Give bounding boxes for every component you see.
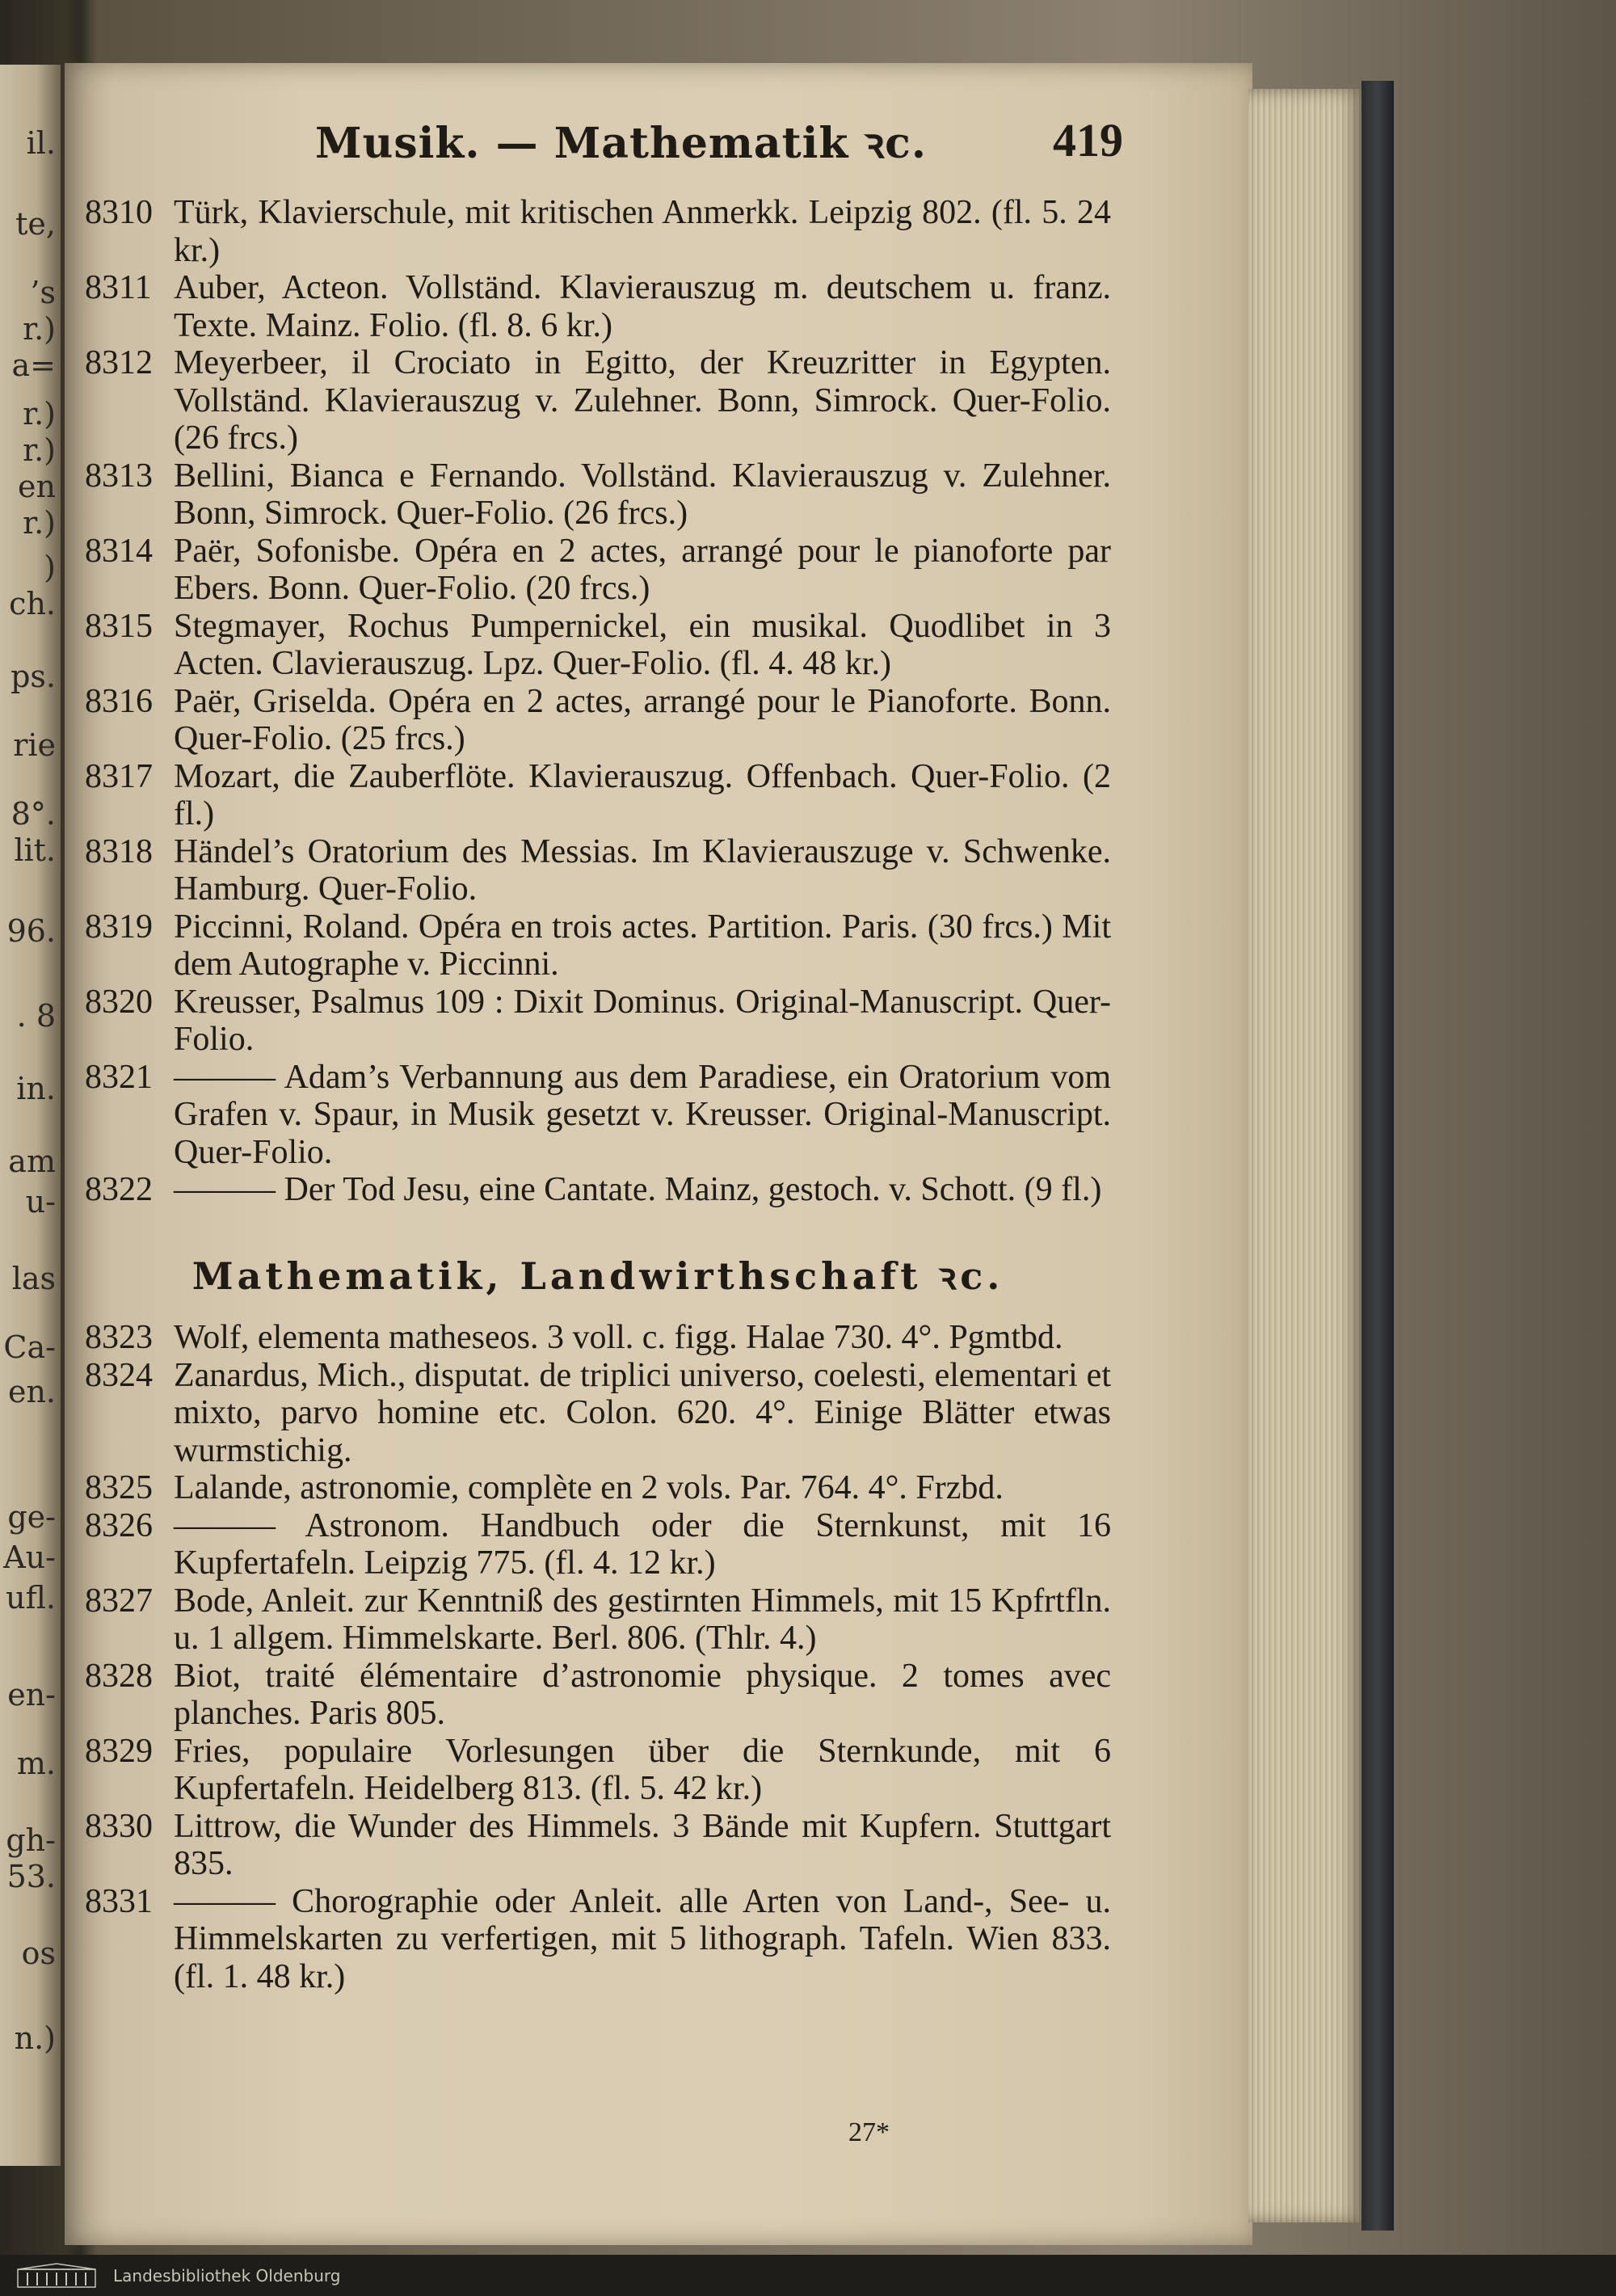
entry-number: 8319	[85, 908, 153, 946]
entry-number: 8327	[85, 1582, 153, 1620]
catalog-entry	[85, 683, 1111, 758]
catalog-entry	[85, 1883, 1111, 1996]
facing-page-fragment: n.)	[14, 2020, 56, 2056]
entry-number: 8328	[85, 1657, 153, 1695]
catalog-entry	[85, 1319, 1111, 1357]
entry-number: 8316	[85, 682, 153, 720]
facing-page-fragment: en.	[7, 1374, 56, 1409]
catalog-entry	[85, 1469, 1111, 1507]
facing-page-fragment: r.)	[23, 432, 56, 468]
entry-text: Stegmayer, Rochus Pumpernickel, ein musikal. Quodlibet in 3 Acten. Clavierauszug. Lpz. Quer-Folio. (fl. 4. 48 kr.)	[174, 607, 1111, 682]
facing-page-fragment: u-	[25, 1184, 56, 1220]
catalog-entry	[85, 194, 1111, 269]
catalog-entry	[85, 758, 1111, 833]
entry-text: Fries, populaire Vorlesungen über die Sternkunde, mit 6 Kupfertafeln. Heidelberg 813. (fl. 5. 42 kr.)	[174, 1732, 1111, 1807]
facing-page-fragment: a=	[11, 348, 56, 383]
facing-page-fragment: in.	[16, 1071, 56, 1106]
running-title: Musik. — Mathematik ꝛc.	[315, 119, 927, 168]
entry-number: 8326	[85, 1506, 153, 1544]
entry-number: 8318	[85, 832, 153, 870]
entry-number: 8323	[85, 1319, 153, 1356]
catalog-entry	[85, 833, 1111, 908]
facing-page-fragment: 53.	[6, 1859, 56, 1894]
catalog-entry	[85, 1171, 1111, 1209]
entry-number: 8325	[85, 1469, 153, 1506]
entry-number: 8312	[85, 344, 153, 381]
entry-text: Türk, Klavierschule, mit kritischen Anmerkk. Leipzig 802. (fl. 5. 24 kr.)	[174, 194, 1111, 269]
catalog-entry	[85, 908, 1111, 984]
facing-page-fragment: ufl.	[6, 1580, 56, 1616]
entry-number: 8320	[85, 983, 153, 1021]
entry-number: 8331	[85, 1882, 153, 1920]
entry-text: Bode, Anleit. zur Kenntniß des gestirnten Himmels, mit 15 Kpfrtfln. u. 1 allgem. Himmelskarte. Berl. 806. (Thlr. 4.)	[174, 1582, 1111, 1657]
entry-text: Mozart, die Zauberflöte. Klavierauszug. Offenbach. Quer-Folio. (2 fl.)	[174, 757, 1111, 832]
entry-text: Meyerbeer, il Crociato in Egitto, der Kreuzritter in Egypten. Vollständ. Klavierauszug v. Zulehner. Bonn, Simrock. Quer-Folio. (26 frcs.)	[174, 344, 1111, 457]
catalog-entry	[85, 1059, 1111, 1172]
entry-text: Paër, Griselda. Opéra en 2 actes, arrangé pour le Pianoforte. Bonn. Quer-Folio. (25 frcs.)	[174, 682, 1111, 757]
entry-number: 8315	[85, 607, 153, 645]
entry-text: ——— Adam’s Verbannung aus dem Paradiese, ein Oratorium vom Grafen v. Spaur, in Musik gesetzt v. Kreusser. Original-Manuscript. Quer-Folio.	[174, 1058, 1111, 1171]
catalog-entry	[85, 1357, 1111, 1470]
entry-number: 8317	[85, 757, 153, 795]
facing-page-fragment: en	[18, 469, 56, 504]
facing-page-fragment: 96.	[6, 913, 56, 949]
page-block-edges	[1248, 89, 1361, 2222]
catalog-entry	[85, 1733, 1111, 1808]
facing-page-fragment: gh-	[6, 1822, 56, 1858]
entry-text: Händel’s Oratorium des Messias. Im Klavierauszuge v. Schwenke. Hamburg. Quer-Folio.	[174, 832, 1111, 908]
entry-text: Lalande, astronomie, complète en 2 vols. Par. 764. 4°. Frzbd.	[174, 1469, 1004, 1506]
music-section	[85, 194, 1111, 1209]
entry-number: 8330	[85, 1807, 153, 1845]
facing-page-fragment: Au-	[3, 1540, 56, 1575]
catalog-entry	[85, 1658, 1111, 1733]
entry-text: Zanardus, Mich., disputat. de triplici universo, coelesti, elementari et mixto, parvo homine etc. Colon. 620. 4°. Einige Blätter etwas wurmstichig.	[174, 1356, 1111, 1469]
facing-page-fragment: 8°.	[11, 796, 56, 832]
facing-page-fragment: rie	[13, 727, 56, 763]
entry-number: 8324	[85, 1356, 153, 1394]
catalog-entry	[85, 1582, 1111, 1658]
facing-page-fragment: . 8	[16, 998, 56, 1034]
entry-text: ——— Der Tod Jesu, eine Cantate. Mainz, gestoch. v. Schott. (9 fl.)	[174, 1171, 1102, 1208]
catalog-entry	[85, 608, 1111, 683]
facing-page-fragment: il.	[26, 125, 56, 161]
facing-page-fragment: lit.	[14, 832, 56, 868]
section-heading: Mathematik, Landwirthschaft ꝛc.	[191, 1253, 1004, 1298]
facing-page-fragment: ge-	[7, 1499, 56, 1535]
entry-number: 8313	[85, 457, 153, 495]
entry-text: Biot, traité élémentaire d’astronomie physique. 2 tomes avec planches. Paris 805.	[174, 1657, 1111, 1732]
catalog-entry	[85, 457, 1111, 533]
entry-text: Littrow, die Wunder des Himmels. 3 Bände mit Kupfern. Stuttgart 835.	[174, 1807, 1111, 1882]
catalog-entries	[85, 194, 1111, 1995]
facing-page-fragment: Ca-	[3, 1329, 56, 1365]
catalog-entry	[85, 533, 1111, 608]
mathematics-section	[85, 1319, 1111, 1995]
entry-text: Bellini, Bianca e Fernando. Vollständ. Klavierauszug v. Zulehner. Bonn, Simrock. Quer-Folio. (26 frcs.)	[174, 457, 1111, 532]
facing-page-fragment: os	[21, 1936, 56, 1971]
running-header	[315, 113, 1123, 178]
facing-page-fragment: ps.	[11, 659, 56, 694]
footer-bar	[0, 2255, 1616, 2296]
facing-page-edge	[0, 65, 61, 2166]
book-cover-edge	[1361, 81, 1394, 2231]
entry-number: 8311	[85, 269, 152, 306]
catalog-entry	[85, 1808, 1111, 1883]
facing-page-fragment: r.)	[23, 396, 56, 432]
facing-page-fragment: te,	[15, 206, 56, 242]
page-number: 419	[1053, 114, 1123, 166]
entry-text: Auber, Acteon. Vollständ. Klavierauszug m. deutschem u. franz. Texte. Mainz. Folio. (fl. 8. 6 kr.)	[174, 269, 1111, 344]
entry-text: Piccinni, Roland. Opéra en trois actes. Partition. Paris. (30 frcs.) Mit dem Autographe v. Piccinni.	[174, 908, 1111, 983]
library-name: Landesbibliothek Oldenburg	[113, 2266, 341, 2285]
entry-text: Paër, Sofonisbe. Opéra en 2 actes, arrangé pour le pianoforte par Ebers. Bonn. Quer-Folio. (20 frcs.)	[174, 532, 1111, 607]
catalog-entry	[85, 344, 1111, 457]
facing-page-fragment: las	[11, 1261, 56, 1296]
entry-number: 8329	[85, 1732, 153, 1770]
facing-page-fragment: ’s	[30, 275, 56, 310]
facing-page-fragment: r.)	[23, 311, 56, 347]
catalog-entry	[85, 1507, 1111, 1582]
facing-page-fragment: m.	[16, 1746, 56, 1781]
signature-mark: 27*	[848, 2117, 890, 2147]
entry-text: Wolf, elementa matheseos. 3 voll. c. figg. Halae 730. 4°. Pgmtbd.	[174, 1319, 1063, 1356]
entry-text: ——— Chorographie oder Anleit. alle Arten von Land-, See- u. Himmelskarten zu verfertigen, mit 5 lithograph. Tafeln. Wien 833. (fl. 1. 48 kr.)	[174, 1882, 1111, 1995]
facing-page-fragment: am	[8, 1144, 56, 1179]
entry-number: 8310	[85, 194, 153, 231]
facing-page-fragment: ch.	[9, 586, 56, 621]
entry-number: 8321	[85, 1058, 153, 1096]
facing-page-fragment: )	[44, 550, 56, 585]
facing-page-fragment: r.)	[23, 505, 56, 541]
entry-number: 8322	[85, 1171, 153, 1208]
entry-text: ——— Astronom. Handbuch oder die Sternkunst, mit 16 Kupfertafeln. Leipzig 775. (fl. 4. 12 kr.)	[174, 1506, 1111, 1582]
entry-text: Kreusser, Psalmus 109 : Dixit Dominus. Original-Manuscript. Quer-Folio.	[174, 983, 1111, 1058]
catalog-entry	[85, 269, 1111, 344]
library-logo-icon	[16, 2263, 97, 2289]
catalog-entry	[85, 984, 1111, 1059]
entry-number: 8314	[85, 532, 153, 570]
facing-page-fragment: en-	[7, 1677, 56, 1713]
